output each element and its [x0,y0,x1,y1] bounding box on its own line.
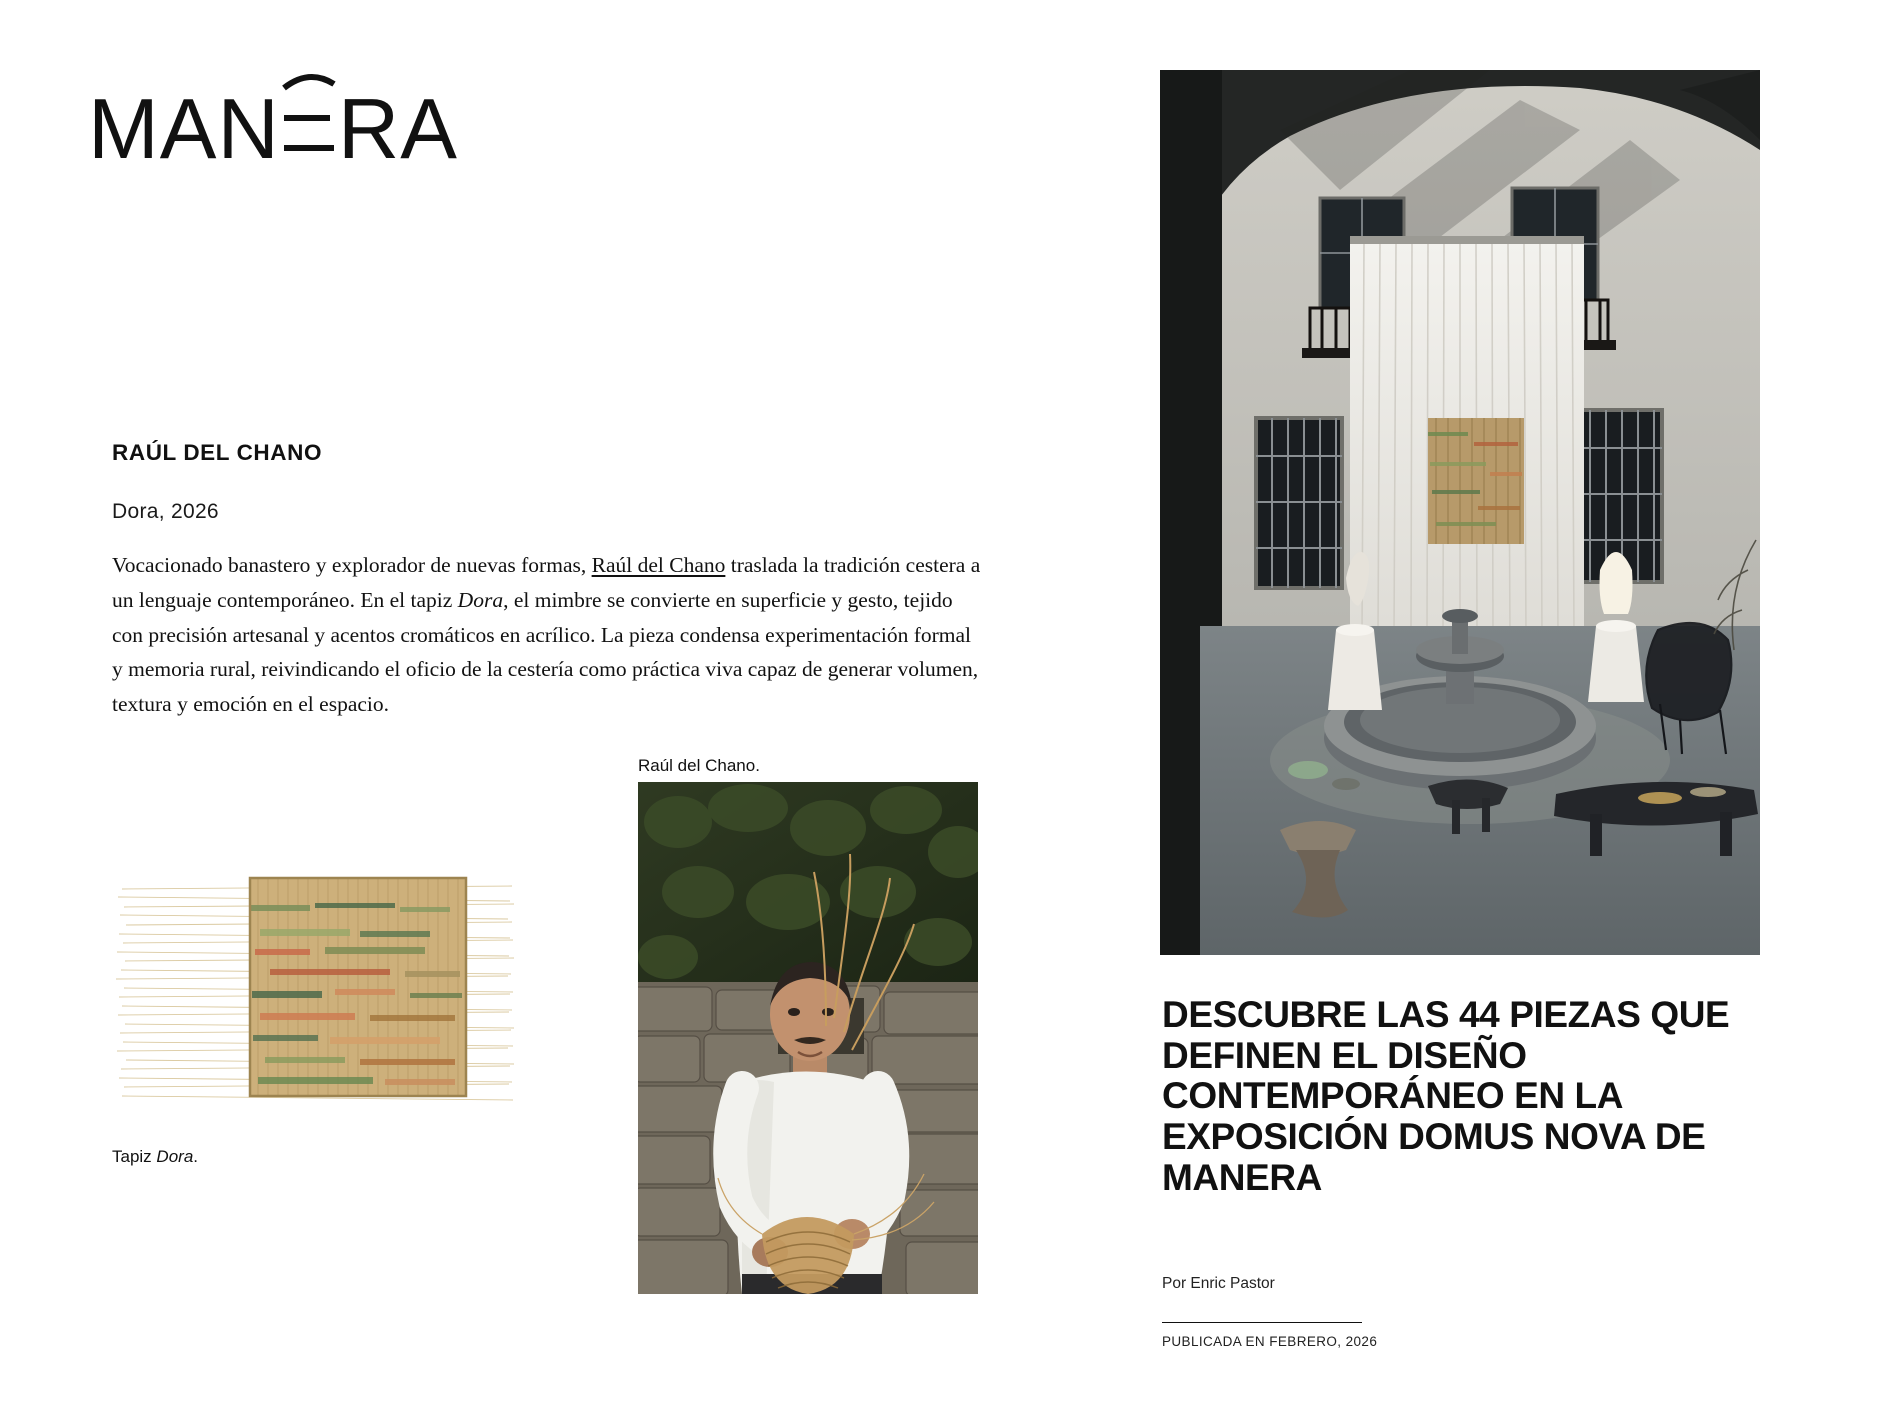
feature-byline: Por Enric Pastor [1162,1275,1275,1292]
tapiz-caption-title: Dora [156,1147,194,1166]
portrait-caption: Raúl del Chano. [638,756,760,775]
artist-link[interactable]: Raúl del Chano [591,553,726,577]
portrait-photo [638,782,978,1294]
tapiz-caption-prefix: Tapiz [112,1147,157,1166]
tapiz-caption [112,1147,198,1167]
feature-headline: DESCUBRE LAS 44 PIEZAS QUE DEFINEN EL DISEÑO CONTEMPORÁNEO EN LA EXPOSICIÓN DOMUS NOVA DE MANERA [1162,994,1730,1198]
article-body [112,548,982,722]
brand-logo-letters-before: MAN [88,82,280,177]
body-text-part-2: traslada la tradición cestera a un lenguaje contemporáneo. En el tapiz [112,553,981,612]
brand-logo [88,72,458,177]
tapiz-caption-suffix: . [193,1147,199,1166]
feature-published-date: PUBLICADA EN FEBRERO, 2026 [1162,1334,1378,1349]
byline-divider [1162,1322,1362,1323]
right-column [1160,0,1890,1417]
portrait-illustration [638,782,978,1294]
hero-photo [1160,70,1760,955]
brand-logo-wave-e [280,72,338,158]
hero-illustration [1160,70,1760,955]
body-text-part-3: , el mimbre se convierte en superficie y gesto, tejido con precisión artesanal y acentos cromáticos en acrílico. La pieza condensa experimentación formal y memoria rural, reivindicando el oficio de la cestería como práctica viva capaz de generar volumen, textura y emoción en el espacio. [112,587,979,717]
brand-logo-letters-after: RA [337,82,458,177]
tapiz-image [110,845,525,1135]
body-text-part-1: Vocacionado banastero y explorador de nuevas formas, [112,553,592,577]
body-emphasis-dora: Dora [457,587,504,612]
tapiz-figure [110,845,525,1166]
portrait-figure [638,756,978,1294]
artwork-title: Dora, 2026 [112,500,219,523]
artist-name: RAÚL DEL CHANO [112,440,323,465]
tapiz-illustration [110,845,525,1135]
